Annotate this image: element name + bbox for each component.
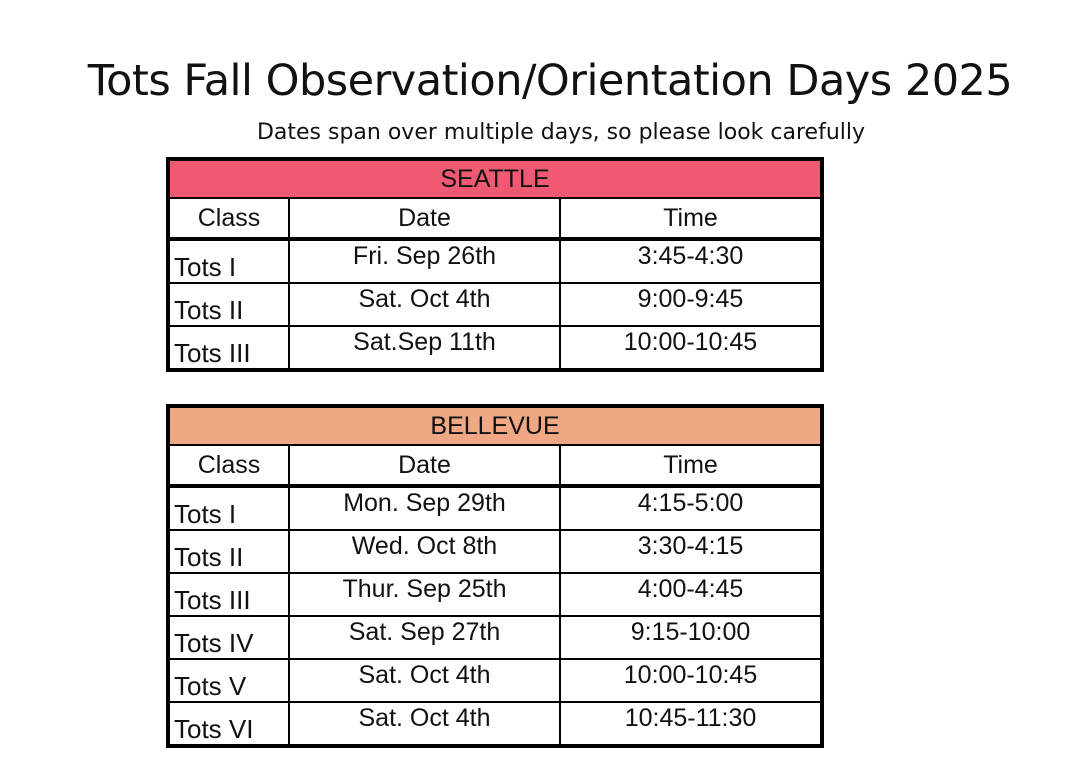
class-cell: Tots III (168, 326, 289, 370)
time-cell: 3:30-4:15 (560, 530, 822, 573)
table-row (168, 616, 822, 659)
page-title: Tots Fall Observation/Orientation Days 2025 (87, 56, 1013, 106)
column-header-class: Class (168, 445, 289, 486)
class-cell: Tots III (168, 573, 289, 616)
table-row (168, 486, 822, 530)
date-cell: Mon. Sep 29th (289, 486, 560, 530)
column-header-class: Class (168, 198, 289, 239)
page-subtitle: Dates span over multiple days, so please look carefully (256, 120, 866, 145)
class-cell: Tots I (168, 486, 289, 530)
seattle-location-header: SEATTLE (168, 159, 822, 198)
table-row (168, 326, 822, 370)
column-header-date: Date (289, 198, 560, 239)
time-cell: 4:15-5:00 (560, 486, 822, 530)
date-cell: Sat. Sep 27th (289, 616, 560, 659)
class-cell: Tots VI (168, 702, 289, 746)
date-cell: Sat. Oct 4th (289, 702, 560, 746)
class-cell: Tots IV (168, 616, 289, 659)
date-cell: Sat.Sep 11th (289, 326, 560, 370)
date-cell: Wed. Oct 8th (289, 530, 560, 573)
column-header-time: Time (560, 198, 822, 239)
time-cell: 9:15-10:00 (560, 616, 822, 659)
column-header-date: Date (289, 445, 560, 486)
class-cell: Tots I (168, 239, 289, 283)
table-row (168, 530, 822, 573)
time-cell: 4:00-4:45 (560, 573, 822, 616)
date-cell: Thur. Sep 25th (289, 573, 560, 616)
table-row (168, 702, 822, 746)
table-row (168, 283, 822, 326)
date-cell: Sat. Oct 4th (289, 659, 560, 702)
bellevue-location-header: BELLEVUE (168, 406, 822, 445)
table-row (168, 239, 822, 283)
class-cell: Tots II (168, 283, 289, 326)
bellevue-schedule-table (166, 404, 824, 748)
table-row (168, 573, 822, 616)
date-cell: Sat. Oct 4th (289, 283, 560, 326)
seattle-schedule-table (166, 157, 824, 372)
time-cell: 9:00-9:45 (560, 283, 822, 326)
column-header-time: Time (560, 445, 822, 486)
time-cell: 10:00-10:45 (560, 659, 822, 702)
time-cell: 3:45-4:30 (560, 239, 822, 283)
class-cell: Tots II (168, 530, 289, 573)
date-cell: Fri. Sep 26th (289, 239, 560, 283)
time-cell: 10:45-11:30 (560, 702, 822, 746)
time-cell: 10:00-10:45 (560, 326, 822, 370)
table-row (168, 659, 822, 702)
class-cell: Tots V (168, 659, 289, 702)
